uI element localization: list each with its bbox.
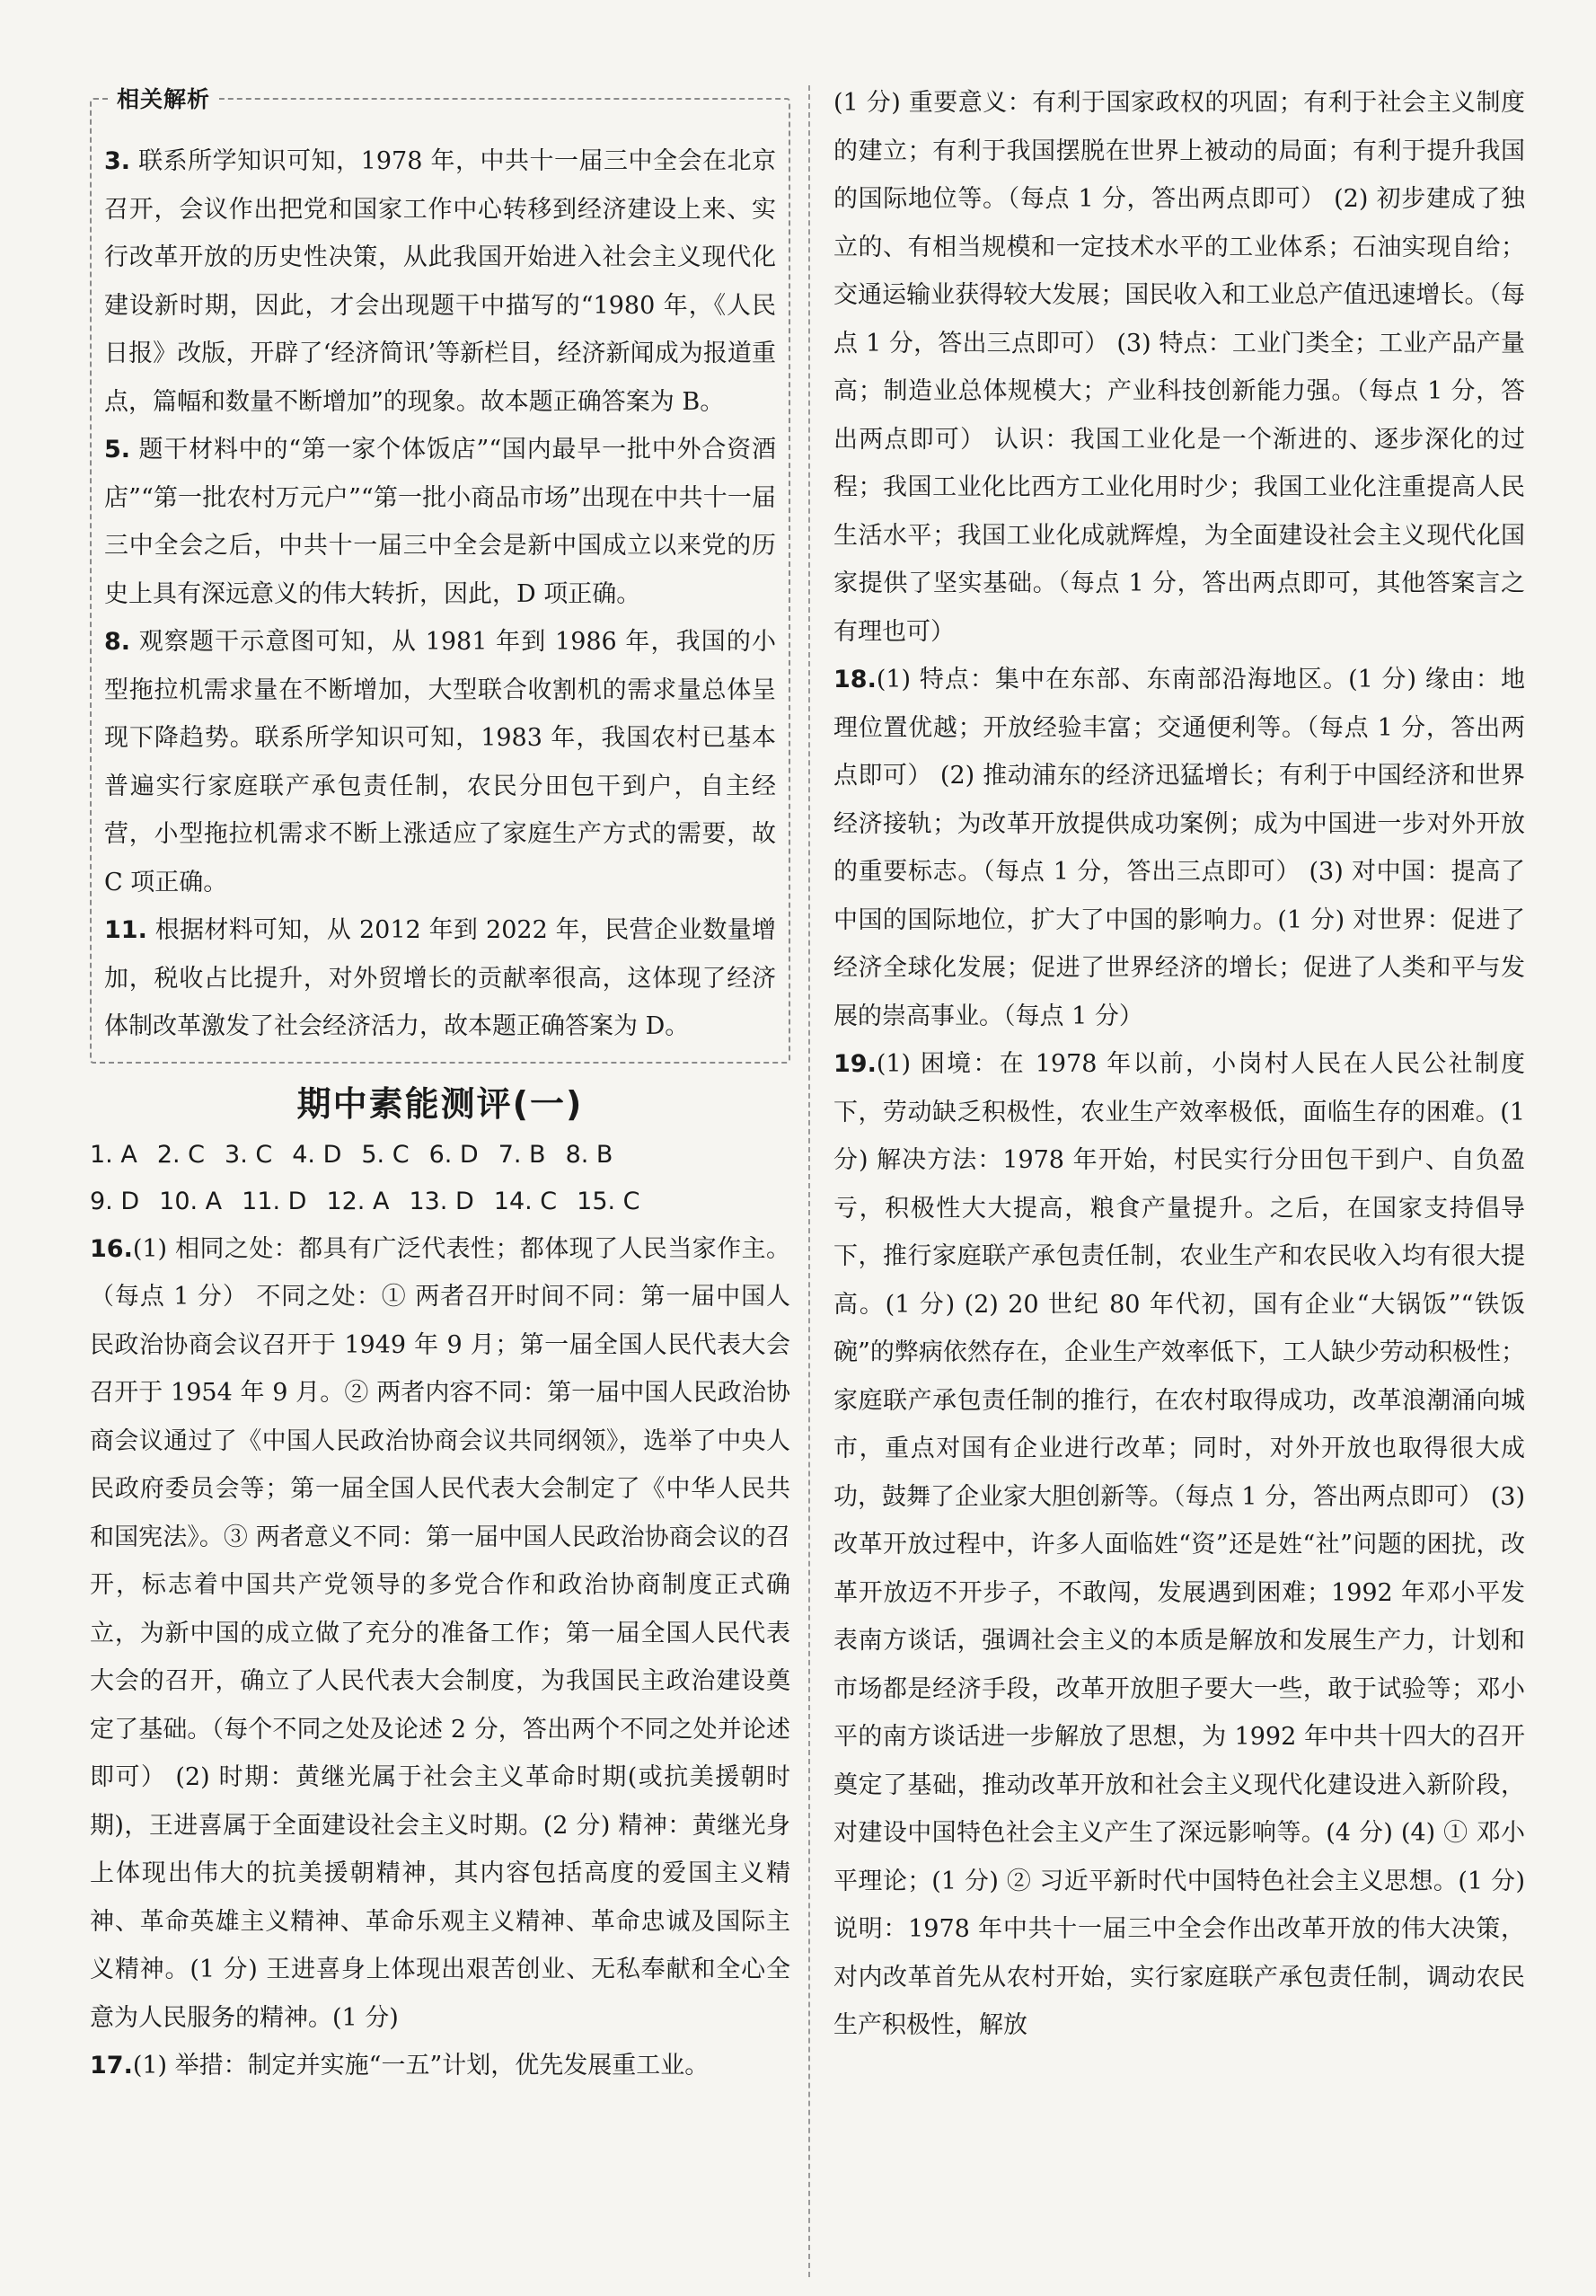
section-title: 期中素能测评(一) [296,1083,584,1124]
answer: 3. C [225,1140,273,1169]
item-number: 19. [833,1050,877,1078]
answer: 15. C [577,1187,640,1215]
answer: 9. D [90,1187,140,1215]
answer: 1. A [90,1140,137,1169]
answer: 12. A [326,1187,390,1215]
question-16 [90,1225,790,2043]
answer-key [90,1132,790,1225]
analysis-item [104,618,776,906]
answer: 6. D [428,1140,479,1169]
item-number: 17. [90,2052,133,2080]
question-17-continued: (1 分) 重要意义：有利于国家政权的巩固；有利于社会主义制度的建立；有利于我国摆脱在世界上被动的局面；有利于提升我国的国际地位等。（每点 1 分，答出两点即可） (2) 初步建成了独立的、有相当规模和一定技术水平的工业体系；石油实现自给；交通运输业获得较大发展；国民收入和工业总产值迅速增长。（每点 1 分，答出三点即可） (3) 特点：工业门类全；工业产品产量高；制造业总体规模大；产业科技创新能力强。（每点 1 分，答出两点即可） 认识：我国工业化是一个渐进的、逐步深化的过程；我国工业化比西方工业化用时少；我国工业化注重提高人民生活水平；我国工业化成就辉煌，为全面建设社会主义现代化国家提供了坚实基础。（每点 1 分，答出两点即可，其他答案言之有理也可） [833,89,1525,646]
answer: 14. C [493,1187,558,1215]
item-text: (1) 困境：在 1978 年以前，小岗村人民在人民公社制度下，劳动缺乏积极性，农业生产效率极低，面临生存的困难。(1 分) 解决方法：1978 年开始，村民实行分田包干到户、自负盈亏，积极性大大提高，粮食产量提升。之后，在国家支持倡导下，推行家庭联产承包责任制，农业生产和农民收入均有很大提高。(1 分) (2) 20 世纪 80 年代初，国有企业“大锅饭”“铁饭碗”的弊病依然存在，企业生产效率低下，工人缺少劳动积极性；家庭联产承包责任制的推行，在农村取得成功，改革浪潮涌向城市，重点对国有企业进行改革；同时，对外开放也取得很大成功，鼓舞了企业家大胆创新等。（每点 1 分，答出两点即可） (3) 改革开放过程中，许多人面临姓“资”还是姓“社”问题的困扰，改革开放迈不开步子，不敢闯，发展遇到困难；1992 年邓小平发表南方谈话，强调社会主义的本质是解放和发展生产力，计划和市场都是经济手段，改革开放胆子要大一些，敢于试验等；邓小平的南方谈话进一步解放了思想，为 1992 年中共十四大的召开奠定了基础，推动改革开放和社会主义现代化建设进入新阶段，对建设中国特色社会主义产生了深远影响等。(4 分) (4) ① 邓小平理论；(1 分) ② 习近平新时代中国特色社会主义思想。(1 分) 说明：1978 年中共十一届三中全会作出改革开放的伟大决策，对内改革首先从农村开始，实行家庭联产承包责任制，调动农民生产积极性，解放 [833,1050,1525,2039]
answer: 2. C [156,1140,206,1169]
analysis-item [104,426,776,618]
item-text: (1) 特点：集中在东部、东南部沿海地区。(1 分) 缘由：地理位置优越；开放经验丰富；交通便利等。（每点 1 分，答出两点即可） (2) 推动浦东的经济迅猛增长；有利于中国经济和世界经济接轨；为改革开放提供成功案例；成为中国进一步对外开放的重要标志。（每点 1 分，答出三点即可） (3) 对中国：提高了中国的国际地位，扩大了中国的影响力。(1 分) 对世界：促进了经济全球化发展；促进了世界经济的增长；促进了人类和平与发展的崇高事业。（每点 1 分） [833,666,1525,1030]
left-column [90,85,790,2090]
item-text: 根据材料可知，从 2012 年到 2022 年，民营企业数量增加，税收占比提升，对外贸增长的贡献率很高，这体现了经济体制改革激发了社会经济活力，故本题正确答案为 D。 [104,916,776,1040]
answer-row [90,1132,790,1179]
answer: 4. D [292,1140,342,1169]
answer: 7. B [498,1140,546,1169]
analysis-item [104,906,776,1051]
item-number: 5. [104,436,131,464]
question-19 [833,1040,1525,2050]
analysis-item [104,137,776,426]
item-text: (1) 举措：制定并实施“一五”计划，优先发展重工业。 [132,2052,710,2080]
question-18 [833,656,1525,1040]
question-17-start [90,2042,790,2090]
column-divider [808,85,810,2277]
right-column [833,79,1525,2050]
item-number: 18. [833,666,877,693]
item-text: (1) 相同之处：都具有广泛代表性；都体现了人民当家作主。（每点 1 分） 不同之处：① 两者召开时间不同：第一届中国人民政治协商会议召开于 1949 年 9 月；第一届全国人民代表大会召开于 1954 年 9 月。② 两者内容不同：第一届中国人民政治协商会议通过了《中国人民政治协商会议共同纲领》，选举了中央人民政府委员会等；第一届全国人民代表大会制定了《中华人民共和国宪法》。③ 两者意义不同：第一届中国人民政治协商会议的召开，标志着中国共产党领导的多党合作和政治协商制度正式确立，为新中国的成立做了充分的准备工作；第一届全国人民代表大会的召开，确立了人民代表大会制度，为我国民主政治建设奠定了基础。（每个不同之处及论述 2 分，答出两个不同之处并论述即可） (2) 时期：黄继光属于社会主义革命时期(或抗美援朝时期)，王进喜属于全面建设社会主义时期。(2 分) 精神：黄继光身上体现出伟大的抗美援朝精神，其内容包括高度的爱国主义精神、革命英雄主义精神、革命乐观主义精神、革命忠诚及国际主义精神。(1 分) 王进喜身上体现出艰苦创业、无私奉献和全心全意为人民服务的精神。(1 分) [90,1234,790,2032]
item-text: 联系所学知识可知，1978 年，中共十一届三中全会在北京召开，会议作出把党和国家工作中心转移到经济建设上来、实行改革开放的历史性决策，从此我国开始进入社会主义现代化建设新时期，因此，才会出现题干中描写的“1980 年，《人民日报》改版，开辟了‘经济简讯’等新栏目，经济新闻成为报道重点，篇幅和数量不断增加”的现象。故本题正确答案为 B。 [104,147,776,416]
item-number: 8. [104,628,131,656]
answer: 10. A [159,1187,223,1215]
item-number: 16. [90,1234,133,1263]
answer: 11. D [242,1187,307,1215]
analysis-box [90,86,790,1064]
answer: 5. C [361,1140,410,1169]
answer-row [90,1179,790,1225]
item-number: 11. [104,916,147,944]
answer: 8. B [565,1140,613,1169]
item-text: 观察题干示意图可知，从 1981 年到 1986 年，我国的小型拖拉机需求量在不断增加，大型联合收割机的需求量总体呈现下降趋势。联系所学知识可知，1983 年，我国农村已基本普遍实行家庭联产承包责任制，农民分田包干到户，自主经营，小型拖拉机需求不断上涨适应了家庭生产方式的需要，故 C 项正确。 [104,628,776,896]
item-text: 题干材料中的“第一家个体饭店”“国内最早一批中外合资酒店”“第一批农村万元户”“第一批小商品市场”出现在中共十一届三中全会之后，中共十一届三中全会是新中国成立以来党的历史上具有深远意义的伟大转折，因此，D 项正确。 [104,436,776,608]
item-number: 3. [104,147,131,175]
analysis-box-title: 相关解析 [108,82,219,114]
answer: 13. D [409,1187,474,1215]
